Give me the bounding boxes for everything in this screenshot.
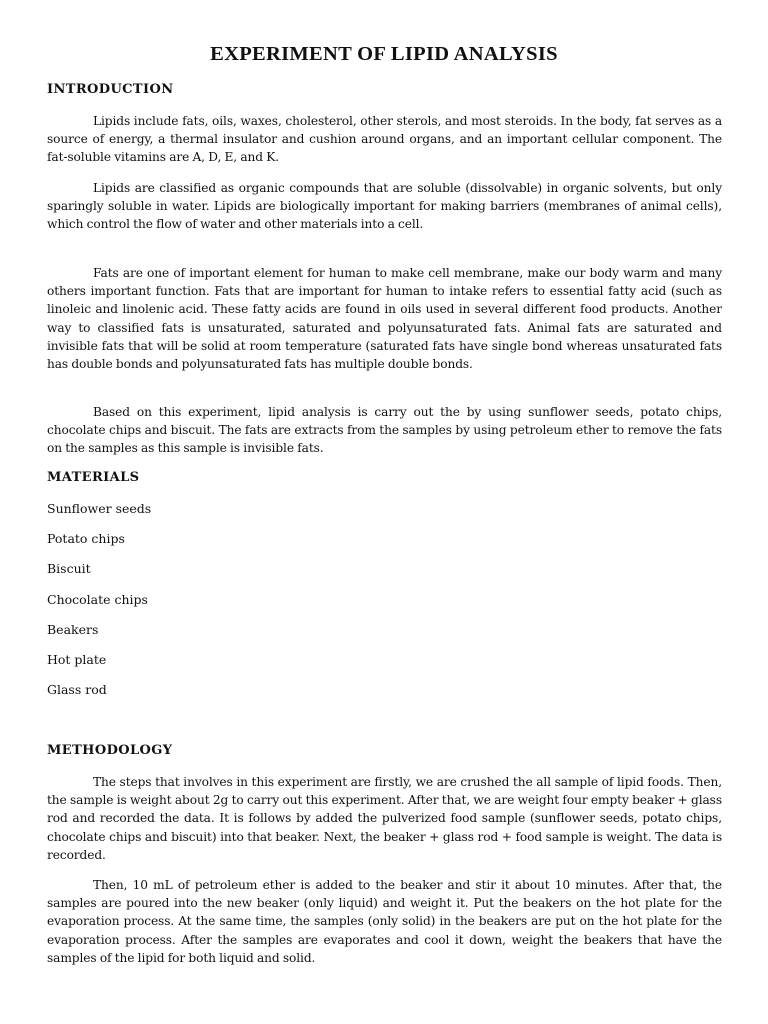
materials-heading: MATERIALS [47, 470, 140, 485]
document-title: EXPERIMENT OF LIPID ANALYSIS [210, 43, 558, 65]
materials-item: Hot plate [47, 652, 107, 667]
introduction-paragraph-3: Fats are one of important element for human to make cell membrane, make our body warm and many others important function. Fats that are important for human to intake refers to essential fatty acid (such as linoleic and linolenic acid. These fatty acids are found in oils used in several different food products. Another way to classified fats is unsaturated, saturated and polyunsaturated fats. Animal fats are saturated and invisible fats that will be solid at room temperature (saturated fats have single bond whereas unsaturated fats has double bonds and polyunsaturated fats has multiple double bonds. [47, 266, 722, 372]
materials-item: Sunflower seeds [47, 501, 152, 516]
introduction-paragraph-1: Lipids include fats, oils, waxes, cholesterol, other sterols, and most steroids. In the body, fat serves as a source of energy, a thermal insulator and cushion around organs, and an important cellular component. The fat-soluble vitamins are A, D, E, and K. [47, 114, 722, 165]
materials-item: Potato chips [47, 531, 125, 546]
methodology-heading: METHODOLOGY [47, 743, 173, 758]
materials-item: Chocolate chips [47, 592, 148, 607]
introduction-paragraph-4: Based on this experiment, lipid analysis is carry out the by using sunflower seeds, potato chips, chocolate chips and biscuit. The fats are extracts from the samples by using petroleum ether to remove the fats on the samples as this sample is invisible fats. [47, 405, 722, 456]
methodology-paragraph-2: Then, 10 mL of petroleum ether is added to the beaker and stir it about 10 minutes. After that, the samples are poured into the new beaker (only liquid) and weight it. Put the beakers on the hot plate for the evaporation process. At the same time, the samples (only solid) in the beakers are put on the hot plate for the evaporation process. After the samples are evaporates and cool it down, weight the beakers that have the samples of the lipid for both liquid and solid. [47, 878, 722, 965]
materials-item: Beakers [47, 622, 99, 637]
materials-item: Biscuit [47, 561, 91, 576]
introduction-paragraph-2: Lipids are classified as organic compounds that are soluble (dissolvable) in organic solvents, but only sparingly soluble in water. Lipids are biologically important for making barriers (membranes of animal cells), which control the flow of water and other materials into a cell. [47, 181, 722, 232]
methodology-paragraph-1: The steps that involves in this experiment are firstly, we are crushed the all sample of lipid foods. Then, the sample is weight about 2g to carry out this experiment. After that, we are weight four empty beaker + glass rod and recorded the data. It is follows by added the pulverized food sample (sunflower seeds, potato chips, chocolate chips and biscuit) into that beaker. Next, the beaker + glass rod + food sample is weight. The data is recorded. [47, 775, 722, 862]
introduction-heading: INTRODUCTION [47, 82, 174, 97]
materials-item: Glass rod [47, 682, 107, 697]
